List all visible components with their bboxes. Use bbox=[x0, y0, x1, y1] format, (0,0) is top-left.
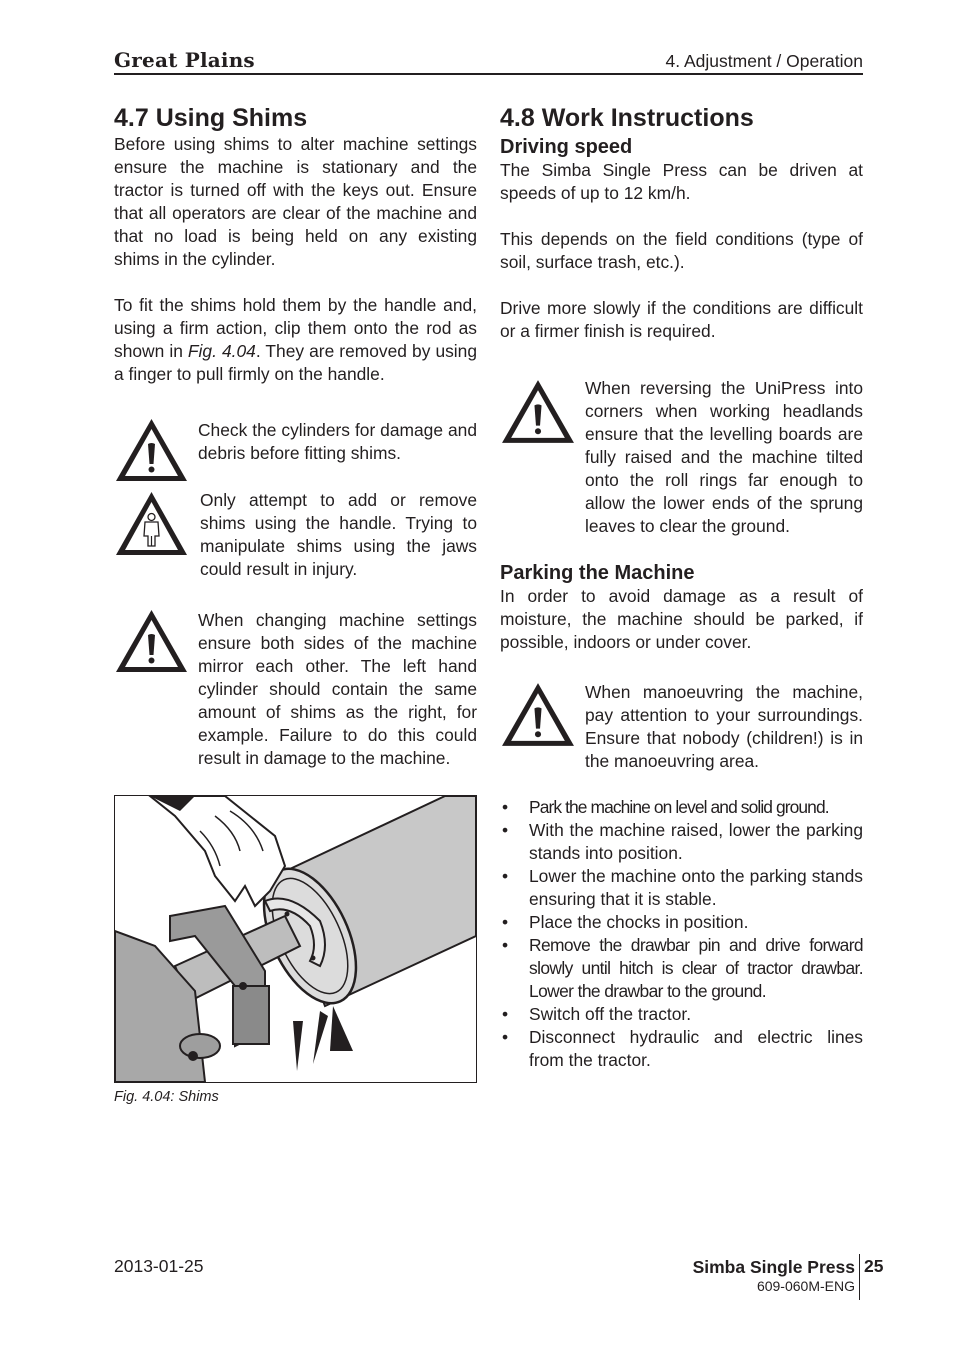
section-header: 4. Adjustment / Operation bbox=[665, 51, 863, 71]
brand-logo-text: Great Plains bbox=[114, 48, 255, 72]
list-item: • Disconnect hydraulic and electric lines from the tractor. bbox=[502, 1027, 863, 1070]
figure-reference: Fig. 4.04 bbox=[187, 341, 256, 361]
parking-section bbox=[500, 562, 863, 654]
paragraph-driving-speed: The Simba Single Press can be driven at speeds of up to 12 km/h. bbox=[500, 160, 863, 203]
list-item: • With the machine raised, lower the parking stands into position. bbox=[502, 820, 863, 863]
warning-manoeuvring: When manoeuvring the machine, pay attention to your surroundings. Ensure that nobody (children!) is in the manoeuvring area. bbox=[585, 682, 863, 771]
paragraph-parking-moisture: In order to avoid damage as a result of moisture, the machine should be parked, if possible, indoors or under cover. bbox=[500, 586, 863, 652]
warning-check-cylinders: Check the cylinders for damage and debris before fitting shims. bbox=[198, 420, 477, 463]
subheading-driving-speed: Driving speed bbox=[500, 136, 633, 158]
figure-shims-illustration bbox=[114, 795, 477, 1083]
header-rule bbox=[114, 73, 863, 75]
paragraph-shims-intro: Before using shims to alter machine settings ensure the machine is stationary and the tractor is turned off with the keys out. Ensure that all operators are clear of the machine and that no load is being held on any existing shims in the cylinder. bbox=[114, 134, 477, 269]
footer-document-code: 609-060M-ENG bbox=[756, 1278, 855, 1294]
paragraph-fit-shims bbox=[114, 294, 477, 386]
warning-triangle-icon bbox=[500, 378, 576, 445]
list-item: • Place the chocks in position. bbox=[502, 912, 749, 932]
warning-triangle-icon bbox=[114, 608, 189, 674]
right-column bbox=[500, 104, 863, 343]
warning-mirror-settings: When changing machine settings ensure both sides of the machine mirror each other. The left hand cylinder should contain the same amount of shims as the right, for example. Failure to do this could result in damage to the machine. bbox=[198, 610, 477, 768]
fit-shims-text-b: . They are removed by using a finger to pull firmly on the handle. bbox=[114, 341, 478, 384]
footer-product-title: Simba Single Press bbox=[692, 1257, 855, 1277]
warning-reversing-unipress: When reversing the UniPress into corners when working headlands ensure that the levelling boards are fully raised and the machine tilted onto the roll rings far enough to allow the lower ends of the sprung leaves to clear the ground. bbox=[585, 378, 863, 536]
warning-triangle-icon bbox=[114, 417, 189, 483]
left-column bbox=[114, 104, 478, 386]
heading-work-instructions: 4.8 Work Instructions bbox=[500, 104, 754, 132]
operator-manual-warning-icon bbox=[114, 490, 189, 557]
heading-using-shims: 4.7 Using Shims bbox=[114, 104, 308, 132]
fit-shims-text-a: To fit the shims hold them by the handle and, using a firm action, clip them onto the rod as shown in bbox=[114, 295, 477, 361]
page-number: 25 bbox=[864, 1256, 884, 1276]
parking-steps-list bbox=[500, 796, 863, 1072]
paragraph-drive-slowly: Drive more slowly if the conditions are difficult or a firmer finish is required. bbox=[500, 298, 863, 341]
figure-caption: Fig. 4.04: Shims bbox=[114, 1089, 219, 1105]
list-item: • Park the machine on level and solid ground. bbox=[502, 797, 829, 817]
footer-divider bbox=[859, 1254, 860, 1300]
list-item: • Lower the machine onto the parking stands ensuring that it is stable. bbox=[502, 866, 863, 909]
footer-date: 2013-01-25 bbox=[114, 1256, 204, 1276]
parking-steps bbox=[500, 796, 863, 1072]
warning-use-handle: Only attempt to add or remove shims using the handle. Trying to manipulate shims using the jaws could result in injury. bbox=[200, 490, 477, 579]
subheading-parking: Parking the Machine bbox=[500, 562, 695, 584]
warning-triangle-icon bbox=[500, 681, 576, 748]
list-item: • Remove the drawbar pin and drive forward slowly until hitch is clear of tractor drawbar. Lower the drawbar to the ground. bbox=[502, 935, 863, 1001]
paragraph-field-conditions: This depends on the field conditions (type of soil, surface trash, etc.). bbox=[500, 229, 863, 272]
list-item: • Switch off the tractor. bbox=[502, 1004, 692, 1024]
